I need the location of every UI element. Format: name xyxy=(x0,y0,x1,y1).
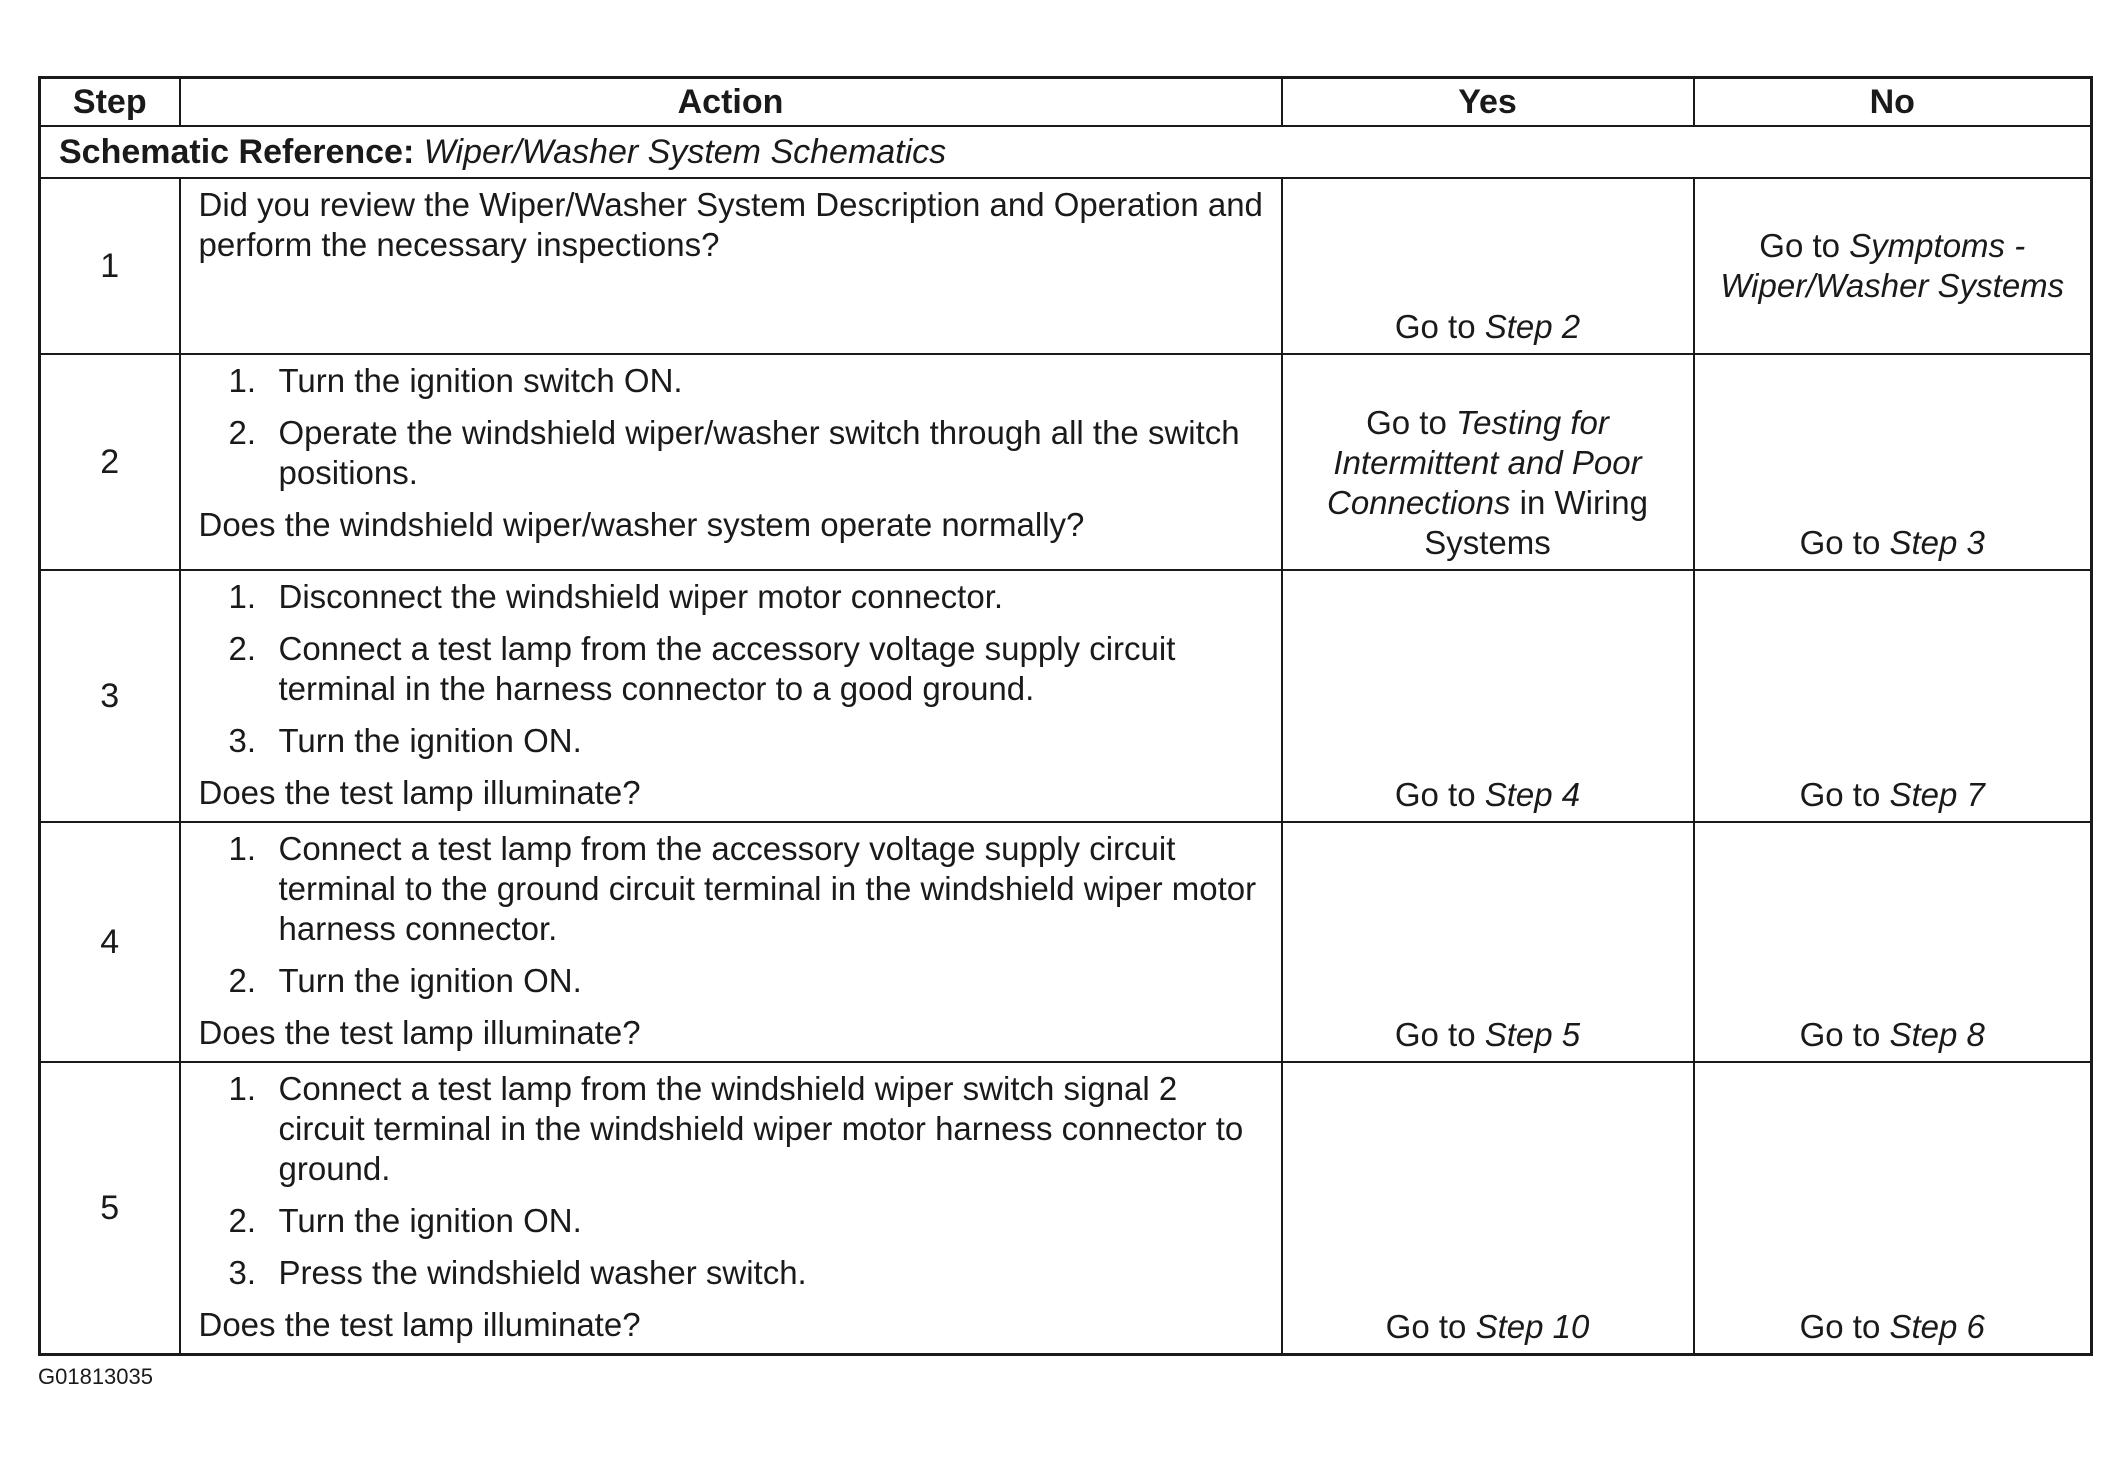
yes-target-link[interactable]: Step 10 xyxy=(1475,1308,1590,1345)
step-number: 4 xyxy=(40,822,180,1062)
action-cell xyxy=(180,178,1282,354)
substep-number: 2. xyxy=(228,1202,257,1239)
substep-text: Disconnect the windshield wiper motor connector. xyxy=(278,578,1004,615)
no-prefix: Go to xyxy=(1799,1308,1881,1345)
no-target-link[interactable]: Step 7 xyxy=(1889,776,1985,813)
yes-prefix: Go to xyxy=(1385,1308,1467,1345)
substep xyxy=(199,577,1271,617)
substep-text: Connect a test lamp from the accessory voltage supply circuit terminal to the ground circuit terminal in the windshield wiper motor harness connector. xyxy=(278,830,1257,947)
substep-text: Operate the windshield wiper/washer switch through all the switch positions. xyxy=(278,414,1240,491)
no-target-link[interactable]: Step 3 xyxy=(1889,524,1985,561)
substep-number: 2. xyxy=(228,962,257,999)
substep-list xyxy=(199,829,1271,1001)
substep-number: 2. xyxy=(228,630,257,667)
no-prefix: Go to xyxy=(1799,1016,1881,1053)
yes-prefix: Go to xyxy=(1394,776,1476,813)
step-question: Does the test lamp illuminate? xyxy=(198,774,641,811)
table-row xyxy=(40,570,2092,822)
table-row xyxy=(40,822,2092,1062)
substep-text: Connect a test lamp from the windshield wiper switch signal 2 circuit terminal in the windshield wiper motor harness connector to ground. xyxy=(278,1070,1244,1187)
action-cell xyxy=(180,354,1282,570)
table-row xyxy=(40,1062,2092,1355)
step-question: Did you review the Wiper/Washer System Description and Operation and perform the necessary inspections? xyxy=(198,186,1263,263)
no-cell xyxy=(1694,822,2092,1062)
yes-target-link[interactable]: Step 2 xyxy=(1484,308,1581,345)
yes-cell xyxy=(1282,354,1694,570)
header-yes: Yes xyxy=(1282,78,1694,127)
no-target-link[interactable]: Symptoms - Wiper/Washer Systems xyxy=(1720,227,2065,304)
substep-text: Press the windshield washer switch. xyxy=(278,1254,807,1291)
action-cell xyxy=(180,1062,1282,1355)
table-row xyxy=(40,178,2092,354)
yes-target-link[interactable]: Step 4 xyxy=(1484,776,1581,813)
substep-list xyxy=(199,1069,1271,1293)
substep-list xyxy=(199,361,1271,493)
substep xyxy=(199,413,1271,493)
substep-number: 1. xyxy=(228,362,257,399)
substep-text: Turn the ignition switch ON. xyxy=(278,362,683,399)
yes-target-link[interactable]: Testing for Intermittent and Poor Connections xyxy=(1327,404,1642,521)
substep xyxy=(199,1069,1271,1189)
yes-cell xyxy=(1282,570,1694,822)
step-number: 3 xyxy=(40,570,180,822)
substep-text: Turn the ignition ON. xyxy=(278,722,582,759)
step-question: Does the test lamp illuminate? xyxy=(198,1306,641,1343)
schematic-reference-link[interactable]: Wiper/Washer System Schematics xyxy=(423,132,947,171)
diagnostic-table xyxy=(38,76,2093,1356)
yes-cell xyxy=(1282,178,1694,354)
header-step: Step xyxy=(40,78,180,127)
schematic-reference-cell xyxy=(40,126,2092,178)
figure-id: G01813035 xyxy=(38,1364,153,1389)
substep-text: Connect a test lamp from the accessory voltage supply circuit terminal in the harness connector to a good ground. xyxy=(278,630,1176,707)
no-cell xyxy=(1694,1062,2092,1355)
substep-text: Turn the ignition ON. xyxy=(278,1202,582,1239)
no-target-link[interactable]: Step 6 xyxy=(1889,1308,1985,1345)
no-cell xyxy=(1694,570,2092,822)
step-number: 5 xyxy=(40,1062,180,1355)
no-prefix: Go to xyxy=(1799,524,1881,561)
substep xyxy=(199,961,1271,1001)
table-row xyxy=(40,354,2092,570)
step-number: 2 xyxy=(40,354,180,570)
yes-cell xyxy=(1282,1062,1694,1355)
step-question: Does the test lamp illuminate? xyxy=(198,1014,641,1051)
yes-prefix: Go to xyxy=(1394,1016,1476,1053)
substep-number: 1. xyxy=(228,1070,257,1107)
action-cell xyxy=(180,570,1282,822)
yes-cell xyxy=(1282,822,1694,1062)
no-target-link[interactable]: Step 8 xyxy=(1889,1016,1985,1053)
yes-target-link[interactable]: Step 5 xyxy=(1484,1016,1581,1053)
substep-number: 2. xyxy=(228,414,257,451)
header-row xyxy=(40,78,2092,127)
substep xyxy=(199,629,1271,709)
substep xyxy=(199,1253,1271,1293)
substep xyxy=(199,829,1271,949)
action-cell xyxy=(180,822,1282,1062)
substep xyxy=(199,361,1271,401)
yes-suffix: in Wiring Systems xyxy=(1424,484,1648,561)
substep-text: Turn the ignition ON. xyxy=(278,962,582,999)
substep-number: 1. xyxy=(228,578,257,615)
yes-prefix: Go to xyxy=(1394,308,1476,345)
schematic-reference-row xyxy=(40,126,2092,178)
substep-number: 1. xyxy=(228,830,257,867)
no-cell xyxy=(1694,354,2092,570)
header-action: Action xyxy=(180,78,1282,127)
substep xyxy=(199,1201,1271,1241)
schematic-reference-label: Schematic Reference: xyxy=(59,132,415,171)
substep-list xyxy=(199,577,1271,761)
substep-number: 3. xyxy=(228,1254,257,1291)
no-prefix: Go to xyxy=(1799,776,1881,813)
no-prefix: Go to xyxy=(1759,227,1840,264)
no-cell xyxy=(1694,178,2092,354)
step-number: 1 xyxy=(40,178,180,354)
substep-number: 3. xyxy=(228,722,257,759)
yes-prefix: Go to xyxy=(1366,404,1447,441)
header-no: No xyxy=(1694,78,2092,127)
step-question: Does the windshield wiper/washer system operate normally? xyxy=(198,506,1085,543)
substep xyxy=(199,721,1271,761)
